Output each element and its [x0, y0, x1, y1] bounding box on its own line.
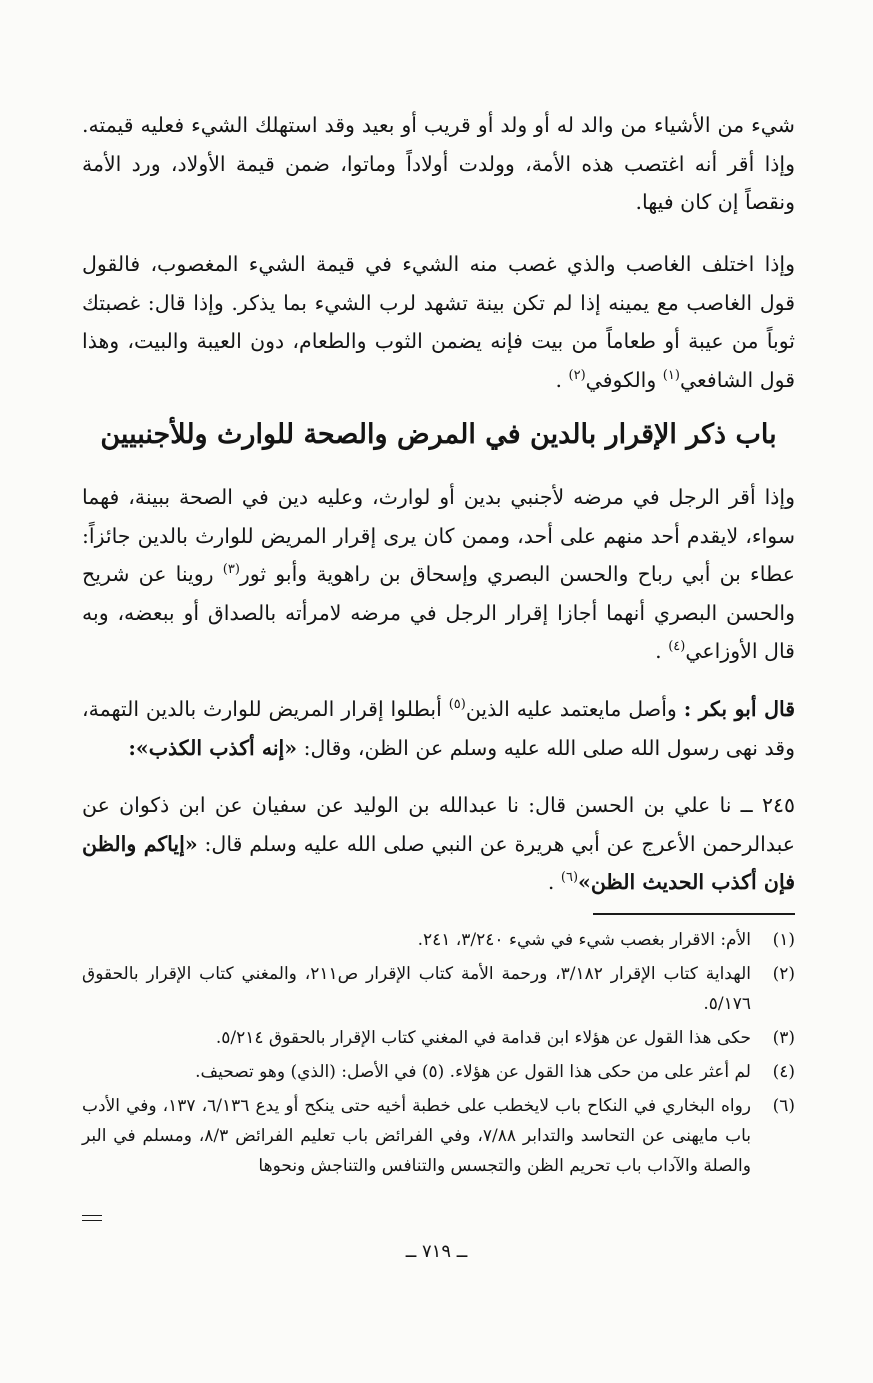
chapter-heading: باب ذكر الإقرار بالدين في المرض والصحة للوارث وللأجنبيين [100, 419, 777, 450]
paragraph-4-cont: أبطلوا إقرار المريض للوارث بالدين التهمة، وقد نهى رسول الله صلى الله عليه وسلم عن الظن، وقال: [82, 697, 795, 760]
footnote-text: لم أعثر على من حكى هذا القول عن هؤلاء. (٥) في الأصل: (الذي) وهو تصحيف. [195, 1062, 751, 1082]
paragraph-5-end: . [547, 870, 561, 894]
footnote [82, 1057, 795, 1087]
continuation-mark [82, 1215, 102, 1221]
footnote-number: (٦) [772, 1096, 795, 1116]
paragraph-3-text: وإذا أقر الرجل في مرضه لأجنبي بدين أو لوارث، وعليه دين في الصحة ببينة، فهما سواء، لايقدم أحد منهم على أحد، وممن كان يرى إقرار المريض للوارث بالدين جائزاً: عطاء بن أبي رباح والحسن البصري وإسحاق بن راهوية وأبو ثور [82, 485, 795, 586]
paragraph-5-quote: «إياكم والظن فإن أكذب الحديث الظن» [82, 831, 795, 894]
footnote-number: (٤) [772, 1062, 795, 1082]
paragraph-2-end: . [555, 367, 569, 392]
footnote-ref-5: (٥) [448, 697, 466, 713]
footnote-text: الأم: الاقرار بغصب شيء في شيء ٣/٢٤٠، ٢٤١. [417, 930, 751, 950]
paragraph-5 [82, 786, 795, 904]
page-body [82, 106, 795, 904]
paragraph-3-cont: روينا عن شريح والحسن البصري أنهما أجازا إقرار الرجل في مرضه لامرأته بالصداق أو ببعضه، وبه قال الأوزاعي [82, 562, 795, 663]
footnote-separator [593, 913, 795, 915]
paragraph-2-mid: والكوفي [585, 367, 663, 392]
paragraph-3 [82, 478, 795, 678]
footnote-text: حكى هذا القول عن هؤلاء ابن قدامة في المغني كتاب الإقرار بالحقوق ٥/٢١٤. [215, 1028, 751, 1048]
footnote-ref-4: (٤) [668, 639, 686, 655]
footnote [82, 1023, 795, 1053]
footnote-text: رواه البخاري في النكاح باب لايخطب على خطبة أخيه حتى ينكح أو يدع ٦/١٣٦، ١٣٧، وفي الأدب باب مايهنى عن التحاسد والتدابر ٧/٨٨، وفي الفرائض باب تعليم الفرائض ٨/٣، ومسلم في البر والصلة والآداب باب تحريم الظن والتجسس والتنافس والتناجش ونحوها [82, 1096, 752, 1176]
footnote-ref-2: (٢) [568, 367, 586, 383]
page-number: ــ ٧١٩ ــ [405, 1241, 468, 1262]
footnote-number: (١) [772, 930, 795, 950]
paragraph-4-lead: قال أبو بكر : [683, 697, 796, 721]
footnote [82, 1091, 795, 1181]
footnote-ref-6: (٦) [560, 870, 579, 886]
footnote-ref-1: (١) [662, 367, 680, 383]
paragraph-2 [82, 245, 795, 400]
footnotes [82, 925, 795, 1185]
paragraph-4-text: وأصل مايعتمد عليه الذين [465, 697, 684, 721]
paragraph-3-end: . [655, 639, 669, 663]
paragraph-1-text: شيء من الأشياء من والد له أو ولد أو قريب أو بعيد وقد استهلك الشيء فعليه قيمته. وإذا أقر أنه اغتصب هذه الأمة، وولدت أولاداً وماتوا، ضمن قيمة الأولاد، ورد الأمة ونقصاً إن كان فيها. [82, 113, 795, 214]
footnote [82, 925, 795, 955]
footnote-number: (٢) [772, 964, 795, 984]
footnote-text: الهداية كتاب الإقرار ٣/١٨٢، ورحمة الأمة كتاب الإقرار ص٢١١، والمغني كتاب الإقرار بالحقوق ٥/١٧٦. [82, 964, 751, 1014]
paragraph-1 [82, 106, 795, 231]
paragraph-4-quote: «إنه أكذب الكذب»: [128, 735, 298, 760]
paragraph-5-text: ٢٤٥ ــ نا علي بن الحسن قال: نا عبدالله بن الوليد عن سفيان عن ابن ذكوان عن عبدالرحمن الأعرج عن أبي هريرة عن النبي صلى الله عليه وسلم قال: [82, 793, 795, 856]
footnote [82, 959, 795, 1019]
footnote-ref-3: (٣) [222, 562, 240, 578]
footnote-number: (٣) [772, 1028, 795, 1048]
paragraph-4 [82, 690, 795, 770]
paragraph-2-text: وإذا اختلف الغاصب والذي غصب منه الشيء في قيمة الشيء المغصوب، فالقول قول الغاصب مع يمينه إذا لم تكن بينة تشهد لرب الشيء بما يذكر. وإذا قال: غصبتك ثوباً من عيبة أو طعاماً من بيت فإنه يضمن الثوب والطعام، دون العيبة والبيت، وهذا قول الشافعي [82, 252, 795, 392]
